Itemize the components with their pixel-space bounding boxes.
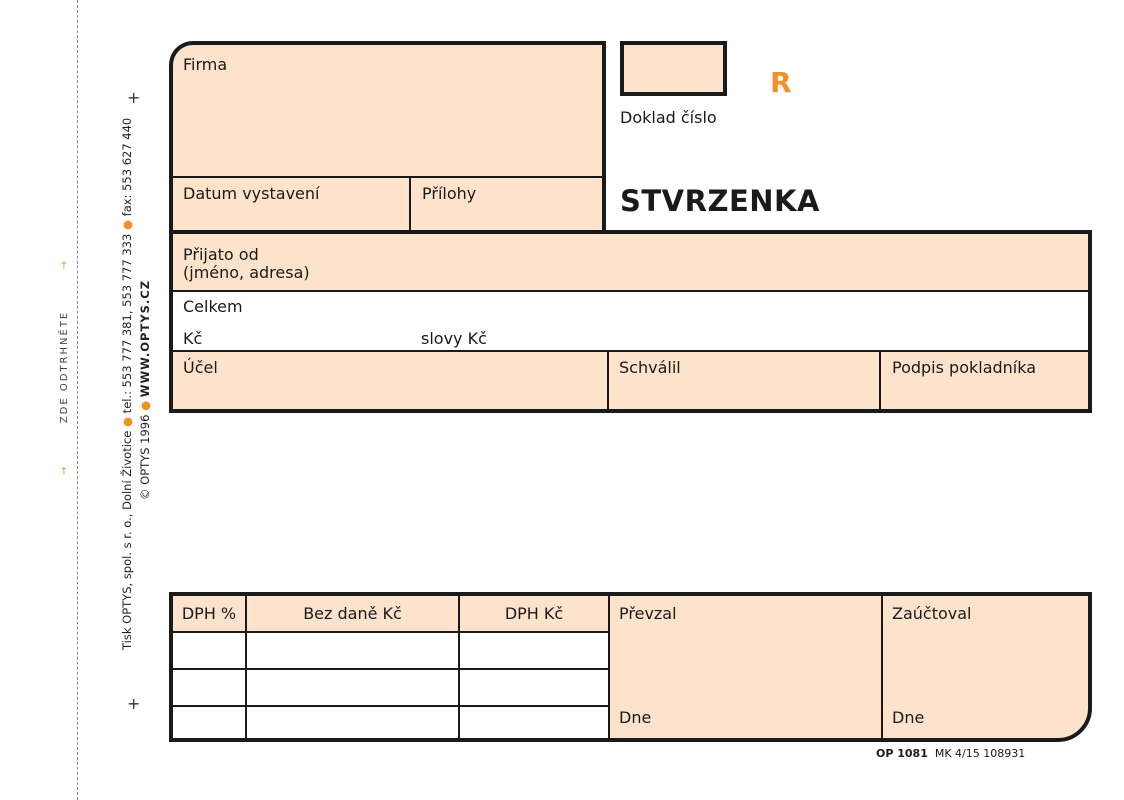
vat-block [169, 592, 1092, 742]
printer-info-line2 [138, 280, 152, 500]
divider [409, 176, 411, 232]
prijato-label: Přijato od [183, 245, 259, 264]
podpis-label: Podpis pokladníka [892, 358, 1037, 377]
divider [607, 350, 609, 409]
divider [173, 668, 608, 670]
printer-name: Tisk OPTYS, spol. s r. o., Dolní Životice [120, 430, 134, 650]
arrow-icon: → [59, 258, 70, 270]
website: WWW.OPTYS.CZ [138, 279, 152, 398]
bullet-icon: ● [138, 400, 152, 411]
divider [171, 176, 606, 178]
doklad-number-field[interactable] [620, 41, 727, 96]
dph-pct-header: DPH % [181, 604, 237, 623]
prijato-sub-label: (jméno, adresa) [183, 263, 310, 282]
slovy-label: slovy Kč [421, 329, 487, 348]
celkem-row [173, 291, 1088, 350]
kc-label: Kč [183, 329, 203, 348]
bez-dane-header: Bez daně Kč [303, 604, 402, 623]
divider [881, 596, 883, 742]
divider [173, 350, 1088, 352]
firma-label: Firma [183, 55, 228, 74]
zauctoval-label: Zaúčtoval [892, 604, 972, 623]
printer-fax: fax: 553 627 440 [120, 117, 134, 217]
document-title: STVRZENKA [620, 184, 820, 218]
celkem-label: Celkem [183, 297, 243, 316]
ucel-label: Účel [183, 358, 218, 377]
prilohy-label: Přílohy [422, 184, 477, 203]
datum-label: Datum vystavení [183, 184, 320, 203]
divider [879, 350, 881, 409]
bullet-icon: ● [120, 220, 134, 231]
divider [173, 290, 1088, 292]
doklad-label: Doklad číslo [620, 108, 717, 127]
form-code [876, 747, 1025, 760]
divider [173, 631, 608, 633]
arrow-icon: → [59, 464, 70, 475]
form-code-rest: MK 4/15 108931 [934, 747, 1026, 760]
crop-mark-top: + [127, 88, 141, 107]
divider [173, 705, 608, 707]
bullet-icon: ● [120, 416, 134, 428]
tear-hint [59, 259, 70, 475]
tear-line [77, 0, 78, 800]
prevzal-label: Převzal [619, 604, 677, 623]
zauctoval-date-label: Dne [892, 708, 925, 727]
schvalil-label: Schválil [619, 358, 681, 377]
crop-mark-bottom: + [127, 694, 141, 713]
divider [608, 596, 610, 742]
company-block [169, 41, 606, 234]
vat-table-body [173, 631, 608, 742]
form-code-bold: OP 1081 [876, 747, 928, 760]
copyright: © OPTYS 1996 [138, 414, 152, 500]
tear-hint-text: ZDE ODTRHNĚTE [59, 310, 70, 424]
dph-kc-header: DPH Kč [504, 604, 564, 623]
r-mark: R [770, 66, 792, 99]
printer-phone: tel.: 553 777 381, 553 777 333 [120, 233, 134, 414]
printer-info-line1 [120, 118, 134, 650]
prevzal-date-label: Dne [619, 708, 652, 727]
